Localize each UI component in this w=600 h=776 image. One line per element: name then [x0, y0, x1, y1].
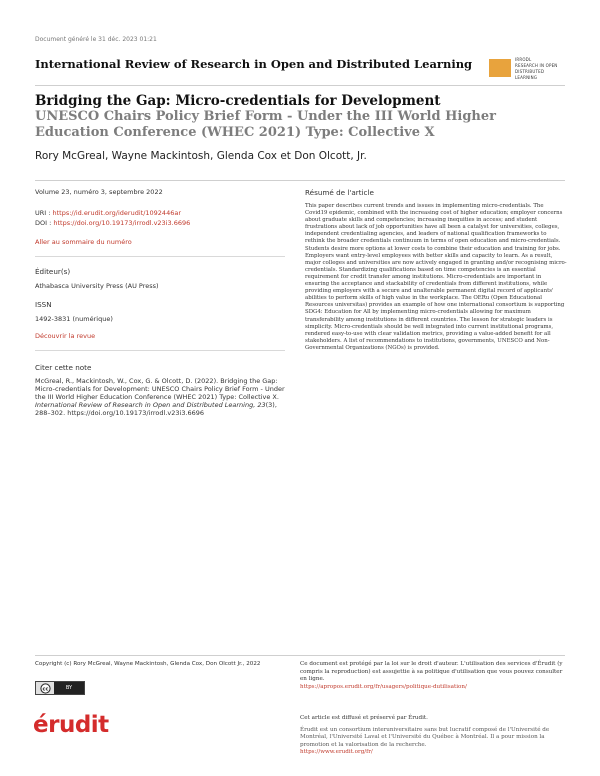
uri-link[interactable]: https://id.erudit.org/iderudit/1092446ar [52, 209, 181, 217]
authors: Rory McGreal, Wayne Mackintosh, Glenda Cox et Don Olcott, Jr. [35, 150, 367, 162]
citation [35, 377, 285, 417]
generated-date: Document généré le 31 déc. 2023 01:21 [35, 36, 157, 43]
abstract-label: Résumé de l'article [305, 188, 374, 197]
volume-info: Volume 23, numéro 3, septembre 2022 [35, 188, 163, 196]
issn-label: ISSN [35, 300, 52, 309]
citation-text: McGreal, R., Mackintosh, W., Cox, G. & Olcott, D. (2022). Bridging the Gap: Micro-credentials for Development: UNESCO Chairs Policy Brief Form - Under the III World Higher Education Conference (WHEC 2021) Type: Collective X. [35, 377, 285, 401]
erudit-info [300, 715, 565, 757]
issn-value: 1492-3831 (numérique) [35, 315, 113, 323]
rights-link[interactable]: https://apropos.erudit.org/fr/usagers/politique-dutilisation/ [300, 683, 467, 690]
article-title: Bridging the Gap: Micro-credentials for Development [35, 93, 441, 109]
uri-row [35, 209, 181, 217]
logo-line: LEARNING [515, 74, 538, 80]
abstract-text: This paper describes current trends and issues in implementing micro-credentials. The Covid19 epidemic, combined with the increasing cost of higher education; employer concerns about graduate skills and competencies; increasing inequities in access; and student frustrations about lack of job opportunities have all been a catalyst for universities, colleges, independent credentialing agencies, and leaders of national qualification frameworks to rethink the broader credentials continuum in terms of open education and micro-credentials. Students desire more options at lower costs to combine their education and training for jobs. Employers want entry-level employees with better skills and capacity to learn. As a result, major colleges and universities are now actively engaged in granting and/or recognising micro-credentials. Standardizing qualifications based on time competencies is an essential requirement for credit transfer among institutions. Micro-credentials are important in ensuring the acceptance and stackability of credentials from different institutions, while providing employers with a secure and unalterable permanent digital record of applicants' abilities to perform skills of high value in the workplace. The OERu (Open Educational Resources universitas) provides an example of how one international consortium is supporting SDG4: Education for All by implementing micro-credentials allowing for maximum transferability among institutions in different countries. The lesson for strategic leaders is simplicity. Micro-credentials should be well integrated into current institutional programs, rendered easy-to-use with clear validation metrics, providing a value-added benefit for all stakeholders. A list of recommendations to institutions, governments, UNESCO and Non-Governmental Organizations (NGOs) is provided. [305, 203, 567, 351]
journal-title: International Review of Research in Open and Distributed Learning [35, 57, 473, 71]
article-subtitle: UNESCO Chairs Policy Brief Form - Under the III World Higher Education Conference (WHEC 2021) Type: Collective X [35, 109, 496, 140]
citation-journal: International Review of Research in Open and Distributed Learning, 23 [35, 401, 266, 409]
cc-by-label: BY [54, 682, 84, 694]
uri-label: URI : [35, 209, 53, 217]
cite-label: Citer cette note [35, 363, 92, 372]
logo-line: IRRODL [515, 56, 532, 62]
discover-link[interactable]: Découvrir la revue [35, 332, 96, 340]
copyright: Copyright (c) Rory McGreal, Wayne Mackintosh, Glenda Cox, Don Olcott Jr., 2022 [35, 661, 261, 667]
cc-license-badge[interactable] [35, 681, 85, 695]
rights-text: Ce document est protégé par la loi sur le droit d'auteur. L'utilisation des services d'Érudit (y compris la reproduction) est assujettie à sa politique d'utilisation que vous pouvez consulter en ligne. [300, 661, 563, 682]
erudit-head: Cet article est diffusé et préservé par Érudit. [300, 715, 428, 721]
doi-row [35, 219, 190, 227]
divider [35, 350, 285, 351]
toc-link[interactable]: Aller au sommaire du numéro [35, 238, 132, 246]
journal-logo-mark [489, 59, 511, 77]
publisher-label: Éditeur(s) [35, 267, 71, 276]
rights-notice [300, 661, 565, 691]
abstract-column [305, 188, 567, 352]
divider [35, 180, 565, 181]
logo-line: RESEARCH IN OPEN [515, 62, 558, 68]
erudit-logo[interactable]: érudit [33, 712, 109, 738]
citation-end: (3), 288–302. https://doi.org/10.19173/irrodl.v23i3.6696 [35, 401, 277, 417]
publisher-value: Athabasca University Press (AU Press) [35, 282, 159, 290]
divider [35, 85, 565, 86]
erudit-link[interactable]: https://www.erudit.org/fr/ [300, 749, 373, 755]
svg-text:cc: cc [42, 686, 48, 693]
logo-line: DISTRIBUTED [515, 68, 545, 74]
doi-label: DOI : [35, 219, 54, 227]
erudit-text: Érudit est un consortium interuniversitaire sans but lucratif composé de l'Université de Montréal, l'Université Laval et l'Université du Québec à Montréal. Il a pour mission la promotion et la valorisation de la recherche. [300, 726, 550, 748]
cc-icon [36, 682, 54, 694]
divider [35, 256, 285, 257]
journal-logo [489, 57, 565, 79]
doi-link[interactable]: https://doi.org/10.19173/irrodl.v23i3.6696 [53, 219, 191, 227]
divider [35, 655, 565, 656]
